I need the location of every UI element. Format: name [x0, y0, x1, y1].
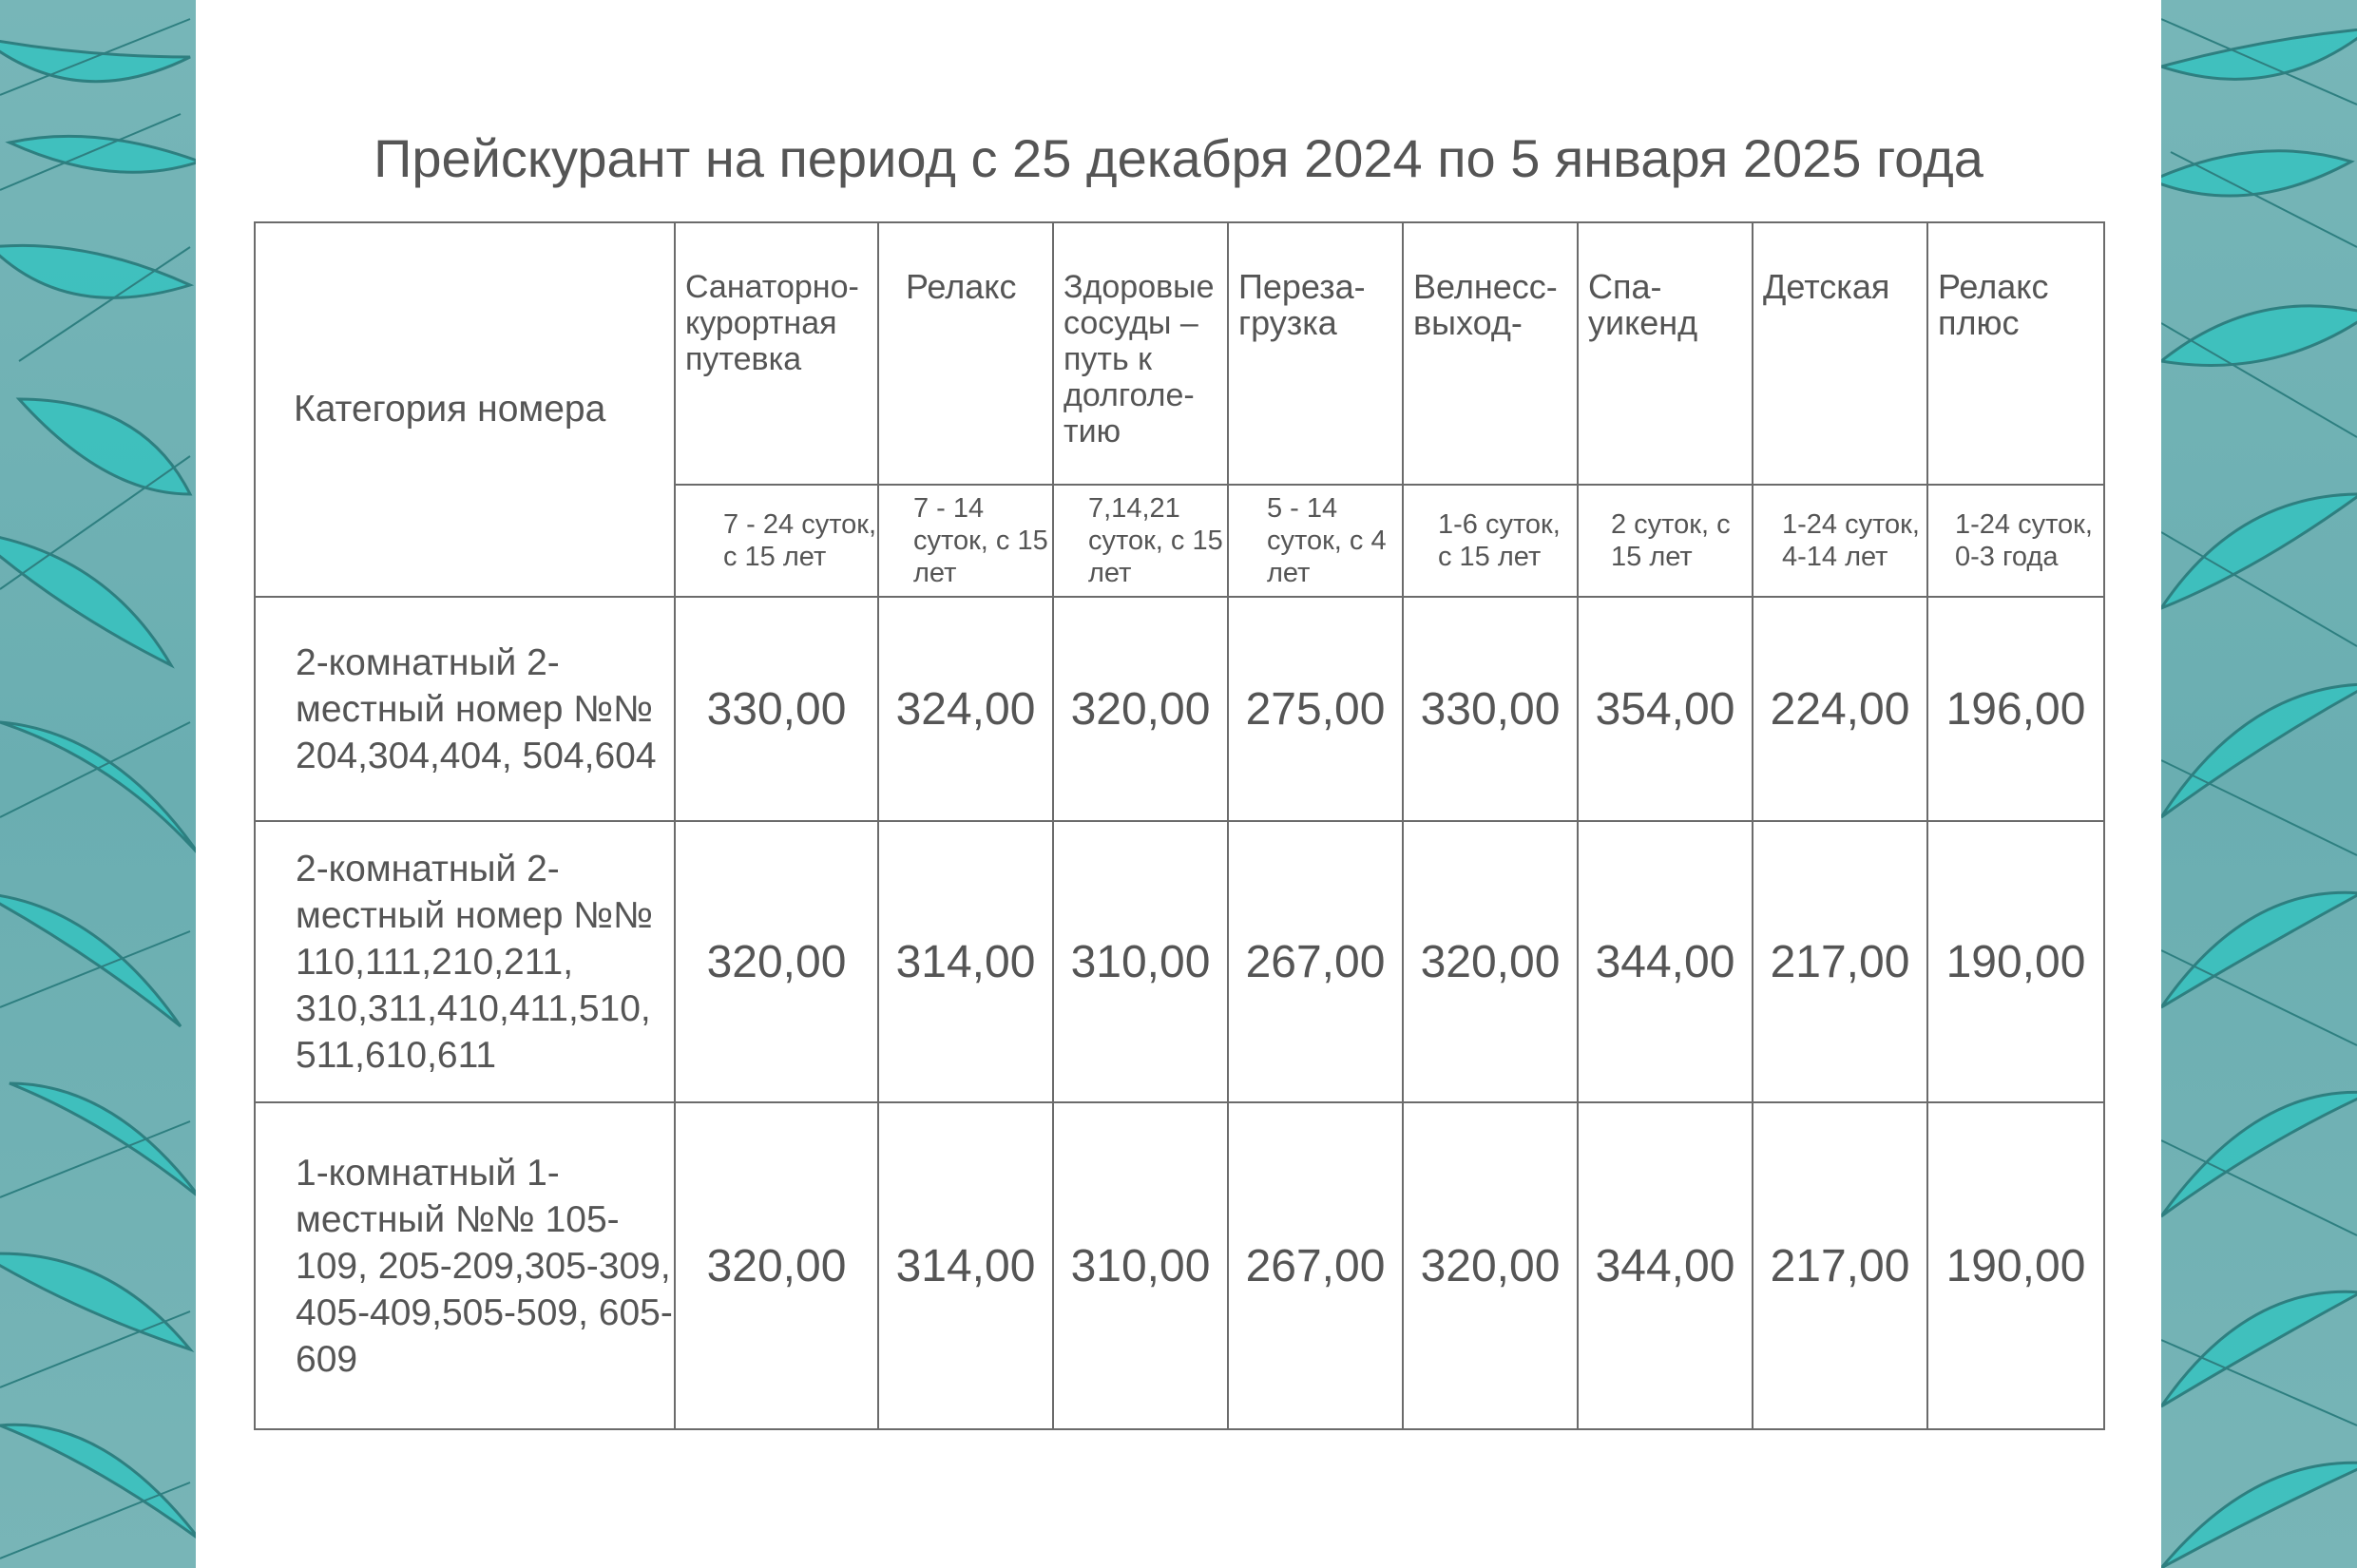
left-decorative-panel: [0, 0, 196, 1568]
price-value: 320,00: [1403, 1102, 1578, 1429]
program-name: Релакс плюс: [1927, 222, 2104, 485]
price-value: 310,00: [1053, 1102, 1228, 1429]
category-header: Категория номера: [255, 222, 675, 597]
price-value: 217,00: [1753, 1102, 1927, 1429]
program-name: Здоровые сосуды – путь к долголе-тию: [1053, 222, 1228, 485]
price-value: 344,00: [1578, 1102, 1753, 1429]
program-name: Спа-уикенд: [1578, 222, 1753, 485]
price-value: 344,00: [1578, 821, 1753, 1102]
leaf-pattern-left: [0, 0, 196, 1568]
room-category: 2-комнатный 2-местный номер №№ 204,304,404, 504,604: [255, 597, 675, 821]
program-conditions: 7,14,21 суток, с 15 лет: [1053, 485, 1228, 597]
price-value: 320,00: [675, 1102, 878, 1429]
table-row: [255, 597, 2104, 821]
program-name: Санаторно-курортная путевка: [675, 222, 878, 485]
price-value: 190,00: [1927, 1102, 2104, 1429]
price-table: [254, 221, 2105, 1430]
price-value: 310,00: [1053, 821, 1228, 1102]
table-row: [255, 1102, 2104, 1429]
program-conditions: 1-6 суток, с 15 лет: [1403, 485, 1578, 597]
price-value: 314,00: [878, 1102, 1053, 1429]
price-value: 217,00: [1753, 821, 1927, 1102]
price-value: 190,00: [1927, 821, 2104, 1102]
price-value: 320,00: [675, 821, 878, 1102]
program-conditions: 5 - 14 суток, с 4 лет: [1228, 485, 1403, 597]
table-header-row: [255, 222, 2104, 485]
price-value: 314,00: [878, 821, 1053, 1102]
price-value: 267,00: [1228, 1102, 1403, 1429]
price-value: 330,00: [675, 597, 878, 821]
program-conditions: 2 суток, с 15 лет: [1578, 485, 1753, 597]
program-name: Велнесс-выход-: [1403, 222, 1578, 485]
price-value: 354,00: [1578, 597, 1753, 821]
program-conditions: 7 - 14 суток, с 15 лет: [878, 485, 1053, 597]
price-list-sheet: [196, 0, 2161, 1568]
price-value: 330,00: [1403, 597, 1578, 821]
room-category: 2-комнатный 2-местный номер №№ 110,111,210,211, 310,311,410,411,510, 511,610,611: [255, 821, 675, 1102]
program-name: Релакс: [878, 222, 1053, 485]
price-value: 320,00: [1403, 821, 1578, 1102]
program-name: Детская: [1753, 222, 1927, 485]
room-category: 1-комнатный 1-местный №№ 105-109, 205-209,305-309, 405-409,505-509, 605-609: [255, 1102, 675, 1429]
program-conditions: 1-24 суток, 0-3 года: [1927, 485, 2104, 597]
price-value: 267,00: [1228, 821, 1403, 1102]
right-decorative-panel: [2161, 0, 2357, 1568]
price-value: 324,00: [878, 597, 1053, 821]
price-value: 196,00: [1927, 597, 2104, 821]
leaf-pattern-right: [2161, 0, 2357, 1568]
program-conditions: 1-24 суток, 4-14 лет: [1753, 485, 1927, 597]
table-row: [255, 821, 2104, 1102]
page-title: Прейскурант на период с 25 декабря 2024 по 5 января 2025 года: [374, 128, 1983, 188]
program-name: Переза-грузка: [1228, 222, 1403, 485]
program-conditions: 7 - 24 суток, с 15 лет: [675, 485, 878, 597]
price-value: 320,00: [1053, 597, 1228, 821]
price-value: 224,00: [1753, 597, 1927, 821]
price-value: 275,00: [1228, 597, 1403, 821]
